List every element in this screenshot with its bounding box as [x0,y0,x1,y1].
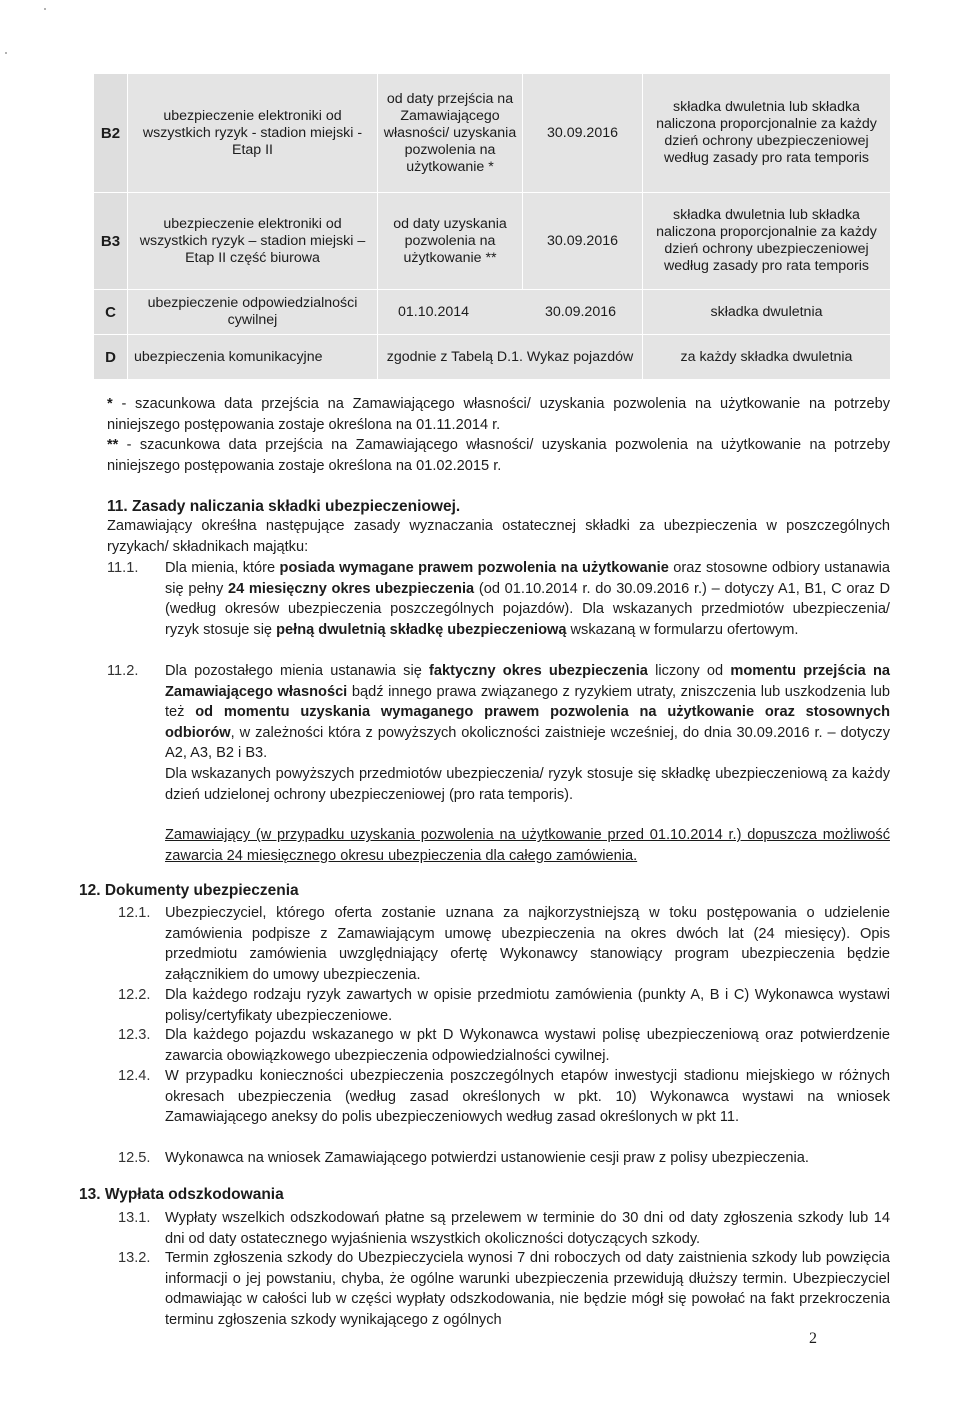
row-premium: za każdy składka dwuletnia [643,335,891,380]
footnote-1: * - szacunkowa data przejścia na Zamawiającego własności/ uzyskania pozwolenia na użytkowanie na potrzeby niniejszego postępowania zostaje określona na 01.11.2014 r. [107,396,890,433]
list-item: 12.2. Dla każdego rodzaju ryzyk zawartych w opisie przedmiotu zamówienia (punkty A, B i C) Wykonawca wystawi polisy/certyfikaty ubezpieczeniowe. [118,987,890,1024]
row-code: D [94,335,128,380]
row-end-date: 30.09.2016 [523,74,643,193]
row-name: ubezpieczenie elektroniki od wszystkich ryzyk - stadion miejski - Etap II [128,74,378,193]
list-item: 12.5. Wykonawca na wniosek Zamawiającego potwierdzi ustanowienie cesji praw z polisy ubezpieczenia. [118,1150,809,1166]
row-end-date: 30.09.2016 [544,303,616,320]
list-item: 13.2. Termin zgłoszenia szkody do Ubezpieczyciela wynosi 7 dni roboczych od daty zaistnienia szkody lub powzięcia informacji o jej powstaniu, chyba, że ogólne warunki ubezpieczenia przewidują dłuższy termin. Ubezpieczyciel odmawiając w całości lub w części wypłaty odszkodowania, nie będzie mógł się powołać na fakt przekroczenia terminu zgłoszenia szkody wynikającego z ogólnych [118,1250,890,1328]
section-intro: Zamawiający okreśłna następujące zasady wyznaczania ostatecznej składki za ubezpieczenia w poszczególnych ryzykach/ składnikach majątku: [107,518,890,555]
list-item: 12.4. W przypadku konieczności ubezpieczenia poszczególnych etapów inwestycji stadionu miejskiego w różnych okresach ubezpieczenia (według zasad określonych w pkt. 10) Wykonawca wystawi na wniosek Zamawiającego aneksy do polis ubezpieczeniowych według zasad określonych w pkt 11. [118,1068,890,1126]
row-name: ubezpieczenie elektroniki od wszystkich ryzyk – stadion miejski – Etap II część biurowa [128,193,378,290]
underlined-note: Zamawiający (w przypadku uzyskania pozwolenia na użytkowanie przed 01.10.2014 r.) dopuszcza możliwość zawarcia 24 miesięcznego okresu ubezpieczenia dla całego zamówienia. [165,827,890,864]
row-name: ubezpieczenia komunikacyjne [128,335,378,380]
footnotes [107,394,890,476]
table-row [94,193,891,290]
scan-speck [5,52,7,54]
row-code: B3 [94,193,128,290]
row-period: zgodnie z Tabelą D.1. Wykaz pojazdów [378,335,643,380]
list-item: 11.1. Dla mienia, które posiada wymagane prawem pozwolenia na użytkowanie oraz stosowne odbiory ustanawia się pełny 24 miesięczny okres ubezpieczenia (od 01.10.2014 r. do 30.09.2016 r.) – dotyczy A1, B1, C oraz D (według okresów ubezpieczenia poszczególnych pojazdów). Dla wskazanych przedmiotów ubezpieczenia/ ryzyk stosuje się pełną dwuletnią składkę ubezpieczeniową wskazaną w formularzu ofertowym. [107,560,890,638]
section-title: 13. Wypłata odszkodowania [79,1186,284,1203]
footnote-2: ** - szacunkowa data przejścia na Zamawiającego własności/ uzyskania pozwolenia na użytkowanie na potrzeby niniejszego postępowania zostaje określona na 01.02.2015 r. [107,437,890,474]
row-premium: składka dwuletnia lub składka naliczona proporcjonalnie za każdy dzień ochrony ubezpieczeniowej według zasady pro rata temporis [643,74,891,193]
row-end-date: 30.09.2016 [523,193,643,290]
page-number: 2 [809,1330,817,1347]
scan-speck [44,8,46,10]
row-period: od daty uzyskania pozwolenia na użytkowanie ** [378,193,523,290]
row-name: ubezpieczenie odpowiedzialności cywilnej [128,290,378,335]
row-start-date: 01.10.2014 [398,303,470,320]
row-premium: składka dwuletnia lub składka naliczona proporcjonalnie za każdy dzień ochrony ubezpieczeniowej według zasady pro rata temporis [643,193,891,290]
section-title: 11. Zasady naliczania składki ubezpieczeniowej. [107,498,461,515]
section-title: 12. Dokumenty ubezpieczenia [79,882,299,899]
row-code: B2 [94,74,128,193]
table-row [94,74,891,193]
list-item: 11.2. Dla pozostałego mienia ustanawia się faktyczny okres ubezpieczenia liczony od momentu przejścia na Zamawiającego własności bądź innego prawa związanego z ryzykiem utraty, zniszczenia lub uszkodzenia lub też od momentu uzyskania wymaganego prawem pozwolenia na użytkowanie oraz stosownych odbiorów, w zależności która z powyższych okoliczności zaistnieje wcześniej, do dnia 30.09.2016 r. – dotyczy A2, A3, B2 i B3. Dla wskazanych powyższych przedmiotów ubezpieczenia/ ryzyk stosuje się składkę ubezpieczeniową za każdy dzień udzielonej ochrony ubezpieczeniowej (pro rata temporis). Zamawiający (w przypadku uzyskania pozwolenia na użytkowanie przed 01.10.2014 r.) dopuszcza możliwość zawarcia 24 miesięcznego okresu ubezpieczenia dla całego zamówienia. [107,661,890,866]
row-code: C [94,290,128,335]
table-row [94,290,891,335]
list-item: 12.1. Ubezpieczyciel, którego oferta zostanie uznana za najkorzystniejszą w toku postępowania o udzielenie zamówienia podpisze z Zamawiającym umowę ubezpieczenia na okres dwóch lat (24 miesięcy). Opis przedmiotu zamówienia uwzględniający ofertę Wykonawcy stanowiący program ubezpieczenia będzie załącznikiem do umowy ubezpieczenia. [118,905,890,983]
list-item: 13.1. Wypłaty wszelkich odszkodowań płatne są przelewem w terminie do 30 dni od daty zgłoszenia szkody lub 14 dni od daty ostatecznego wyjaśnienia wszystkich okoliczności dotyczących szkody. [118,1210,890,1247]
table-row [94,335,891,380]
coverage-table [93,73,891,380]
row-dates [378,290,643,335]
list-item: 12.3. Dla każdego pojazdu wskazanego w pkt D Wykonawca wystawi polisę ubezpieczeniową oraz potwierdzenie zawarcia obowiązkowego ubezpieczenia odpowiedzialności cywilnej. [118,1027,890,1064]
row-premium: składka dwuletnia [643,290,891,335]
row-period: od daty przejścia na Zamawiającego własności/ uzyskania pozwolenia na użytkowanie * [378,74,523,193]
